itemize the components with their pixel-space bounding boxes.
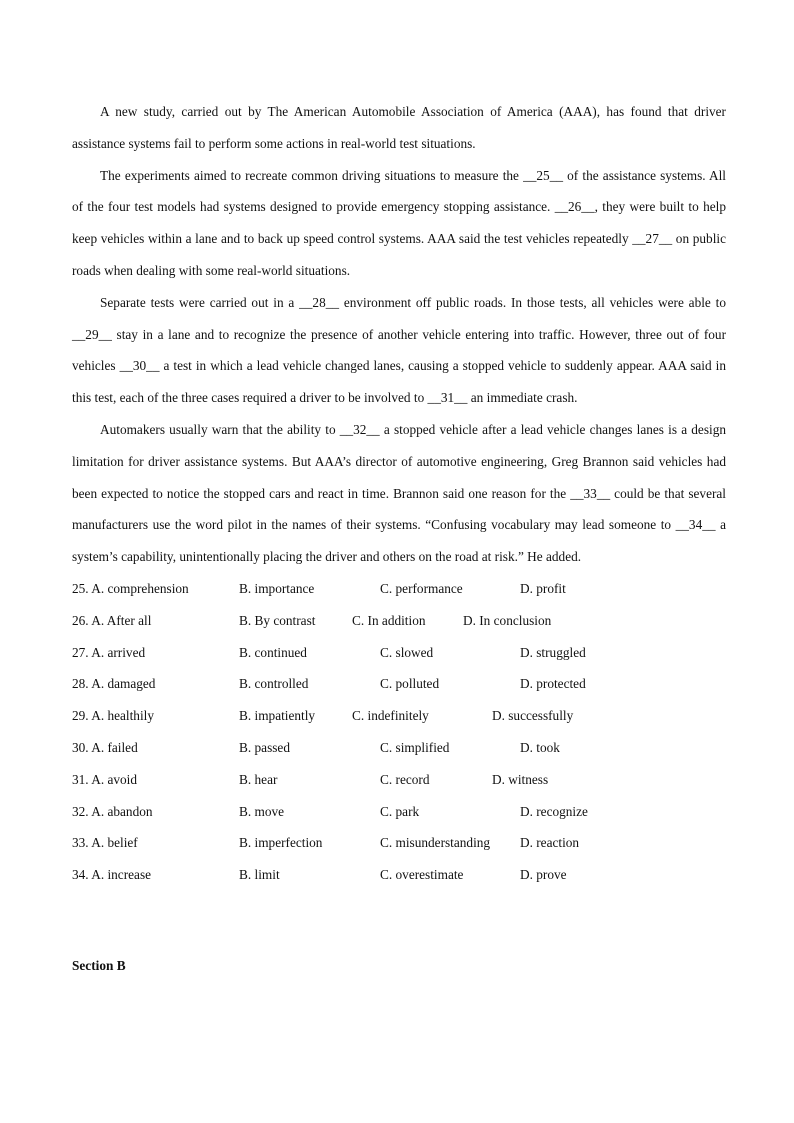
question-option-c: C. polluted <box>380 676 440 692</box>
question-option-d: D. In conclusion <box>463 612 552 628</box>
question-option-b: B. By contrast <box>239 612 316 628</box>
question-option-c: C. In addition <box>352 612 426 628</box>
question-option-c: C. park <box>380 803 420 819</box>
question-option-b: B. impatiently <box>239 708 316 724</box>
question-option-a: 28. A. damaged <box>72 676 156 692</box>
question-option-b: B. importance <box>239 580 315 596</box>
question-option-d: D. prove <box>520 867 567 883</box>
question-option-c: C. indefinitely <box>352 708 429 724</box>
question-option-a: 33. A. belief <box>72 835 138 851</box>
question-option-b: B. imperfection <box>239 835 323 851</box>
question-row-29 <box>72 700 726 732</box>
question-option-d: D. took <box>520 739 560 755</box>
question-option-a: 26. A. After all <box>72 612 152 628</box>
question-option-d: D. struggled <box>520 644 586 660</box>
question-option-a: 25. A. comprehension <box>72 580 189 596</box>
question-option-b: B. continued <box>239 644 307 660</box>
question-option-a: 29. A. healthily <box>72 708 154 724</box>
question-option-a: 27. A. arrived <box>72 644 146 660</box>
question-option-b: B. controlled <box>239 676 309 692</box>
question-option-d: D. protected <box>520 676 586 692</box>
question-row-32 <box>72 796 726 828</box>
question-option-b: B. passed <box>239 739 290 755</box>
question-option-c: C. overestimate <box>380 867 464 883</box>
question-option-c: C. record <box>380 771 430 787</box>
passage-paragraph-1: A new study, carried out by The American Automobile Association of America (AAA), has found that driver assistance systems fail to perform some actions in real-world test situations. <box>72 104 726 151</box>
question-row-33 <box>72 827 726 859</box>
question-option-a: 34. A. increase <box>72 867 152 883</box>
question-option-c: C. performance <box>380 580 463 596</box>
question-option-d: D. successfully <box>492 708 574 724</box>
question-option-d: D. recognize <box>520 803 588 819</box>
question-row-25 <box>72 573 726 605</box>
passage-paragraph-3: Separate tests were carried out in a __28__ environment off public roads. In those tests, all vehicles were able to __29__ stay in a lane and to recognize the presence of another vehicle entering into traffic. However, three out of four vehicles __30__ a test in which a lead vehicle changed lanes, causing a stopped vehicle to suddenly appear. AAA said in this test, each of the three cases required a driver to be involved to __31__ an immediate crash. <box>72 294 726 406</box>
question-option-c: C. misunderstanding <box>380 835 491 851</box>
question-option-d: D. reaction <box>520 835 580 851</box>
question-option-b: B. move <box>239 803 285 819</box>
question-option-a: 31. A. avoid <box>72 771 138 787</box>
question-option-b: B. hear <box>239 771 278 787</box>
question-row-28 <box>72 668 726 700</box>
question-option-d: D. witness <box>492 771 549 787</box>
passage-paragraph-2: The experiments aimed to recreate common driving situations to measure the __25__ of the assistance systems. All of the four test models had systems designed to provide emergency stopping assistance. __26__, they were built to help keep vehicles within a lane and to back up speed control systems. AAA said the test vehicles repeatedly __27__ on public roads when dealing with some real-world situations. <box>72 167 726 278</box>
question-list <box>72 573 726 891</box>
section-heading: Section B <box>72 958 126 973</box>
question-row-27 <box>72 637 726 669</box>
question-option-a: 32. A. abandon <box>72 803 153 819</box>
passage <box>72 96 726 573</box>
question-row-26 <box>72 605 726 637</box>
question-option-b: B. limit <box>239 867 280 883</box>
question-row-30 <box>72 732 726 764</box>
question-option-c: C. slowed <box>380 644 434 660</box>
question-option-d: D. profit <box>520 580 566 596</box>
question-row-34 <box>72 859 726 891</box>
passage-paragraph-4: Automakers usually warn that the ability to __32__ a stopped vehicle after a lead vehicle changes lanes is a design limitation for driver assistance systems. But AAA’s director of automotive engineering, Greg Brannon said vehicles had been expected to notice the stopped cars and react in time. Brannon said one reason for the __33__ could be that several manufacturers use the word pilot in the names of their systems. “Confusing vocabulary may lead someone to __34__ a system’s capability, unintentionally placing the driver and others on the road at risk.” He added. <box>72 421 726 565</box>
question-row-31 <box>72 764 726 796</box>
page-content <box>72 96 726 891</box>
question-option-a: 30. A. failed <box>72 739 138 755</box>
question-option-c: C. simplified <box>380 739 450 755</box>
